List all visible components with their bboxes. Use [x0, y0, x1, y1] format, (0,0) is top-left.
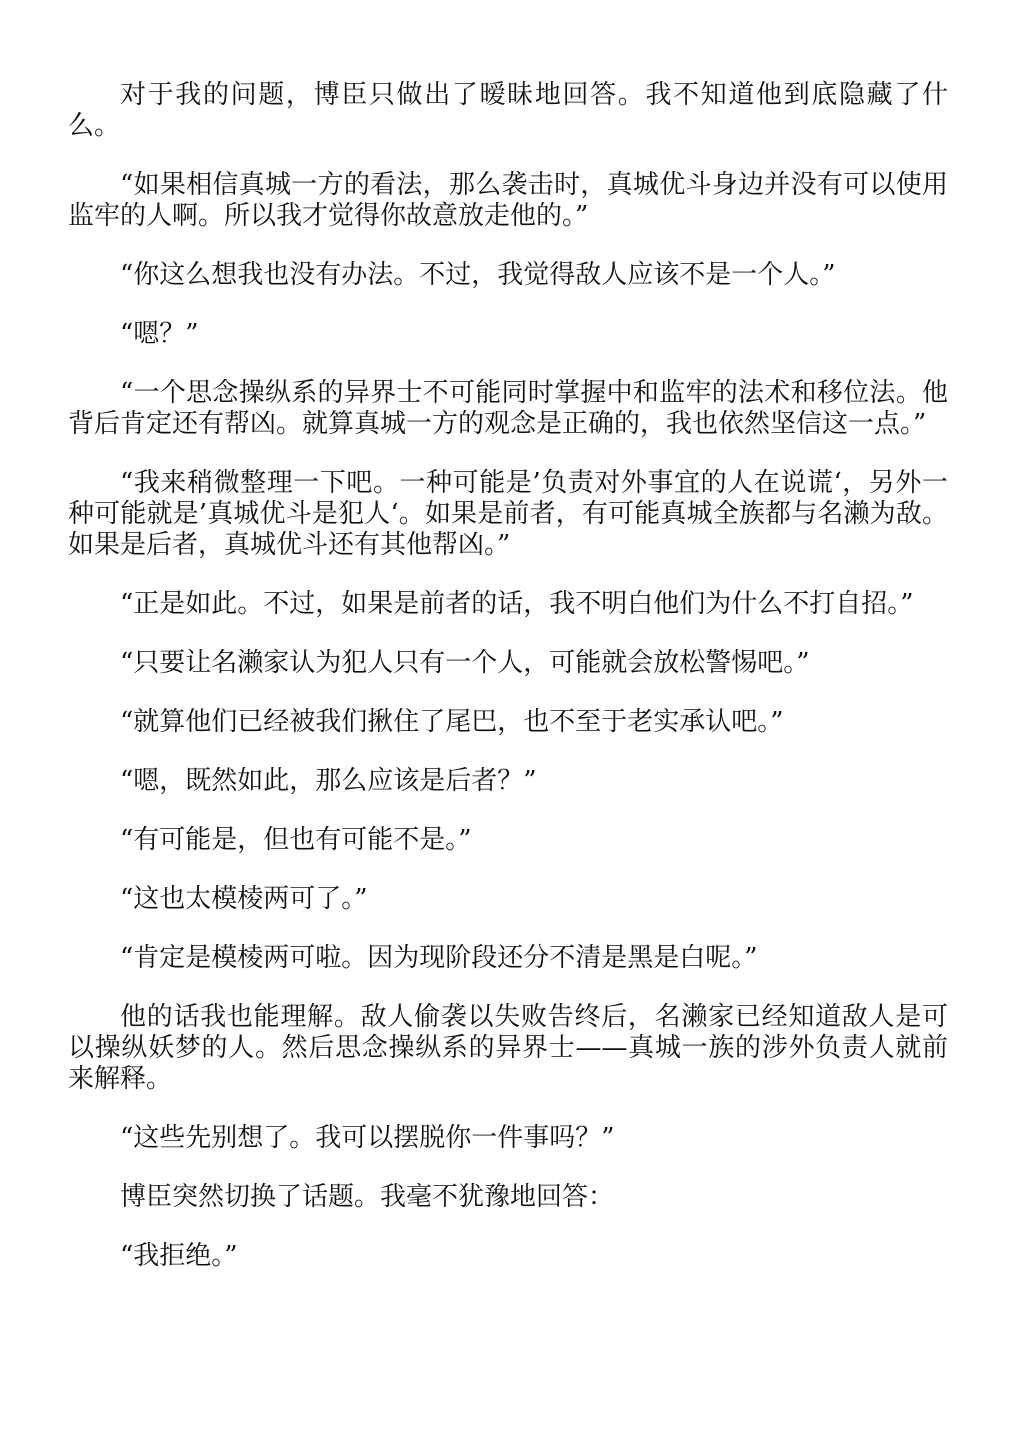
paragraph: “肯定是模棱两可啦。因为现阶段还分不清是黑是白呢。” — [120, 943, 758, 973]
paragraph: 博臣突然切换了话题。我毫不犹豫地回答： — [120, 1182, 615, 1212]
paragraph: “嗯？” — [120, 319, 199, 349]
paragraph: “有可能是，但也有可能不是。” — [120, 825, 472, 855]
paragraph: “一个思念操纵系的异界士不可能同时掌握中和监牢的法术和移位法。他背后肯定还有帮凶。就算真城一方的观念是正确的，我也依然坚信这一点。” — [68, 378, 948, 439]
paragraph: “我拒绝。” — [120, 1241, 238, 1271]
paragraph: “嗯，既然如此，那么应该是后者？” — [120, 766, 537, 796]
paragraph: “只要让名濑家认为犯人只有一个人，可能就会放松警惕吧。” — [120, 648, 810, 678]
paragraph: “就算他们已经被我们揪住了尾巴，也不至于老实承认吧。” — [120, 707, 784, 737]
paragraph: 他的话我也能理解。敌人偷袭以失败告终后，名濑家已经知道敌人是可以操纵妖梦的人。然后思念操纵系的异界士——真城一族的涉外负责人就前来解释。 — [68, 1002, 948, 1094]
paragraph: “你这么想我也没有办法。不过，我觉得敌人应该不是一个人。” — [120, 260, 836, 290]
document-body — [68, 80, 948, 1300]
paragraph: “如果相信真城一方的看法，那么袭击时，真城优斗身边并没有可以使用监牢的人啊。所以我才觉得你故意放走他的。” — [68, 170, 948, 231]
paragraph: “这些先别想了。我可以摆脱你一件事吗？” — [120, 1123, 615, 1153]
paragraph: 对于我的问题，博臣只做出了暧昧地回答。我不知道他到底隐藏了什么。 — [68, 80, 948, 141]
paragraph: “我来稍微整理一下吧。一种可能是’负责对外事宜的人在说谎‘，另外一种可能就是’真城优斗是犯人‘。如果是前者，有可能真城全族都与名濑为敌。如果是后者，真城优斗还有其他帮凶。” — [68, 468, 948, 560]
paragraph: “正是如此。不过，如果是前者的话，我不明白他们为什么不打自招。” — [120, 589, 914, 619]
paragraph: “这也太模棱两可了。” — [120, 884, 368, 914]
